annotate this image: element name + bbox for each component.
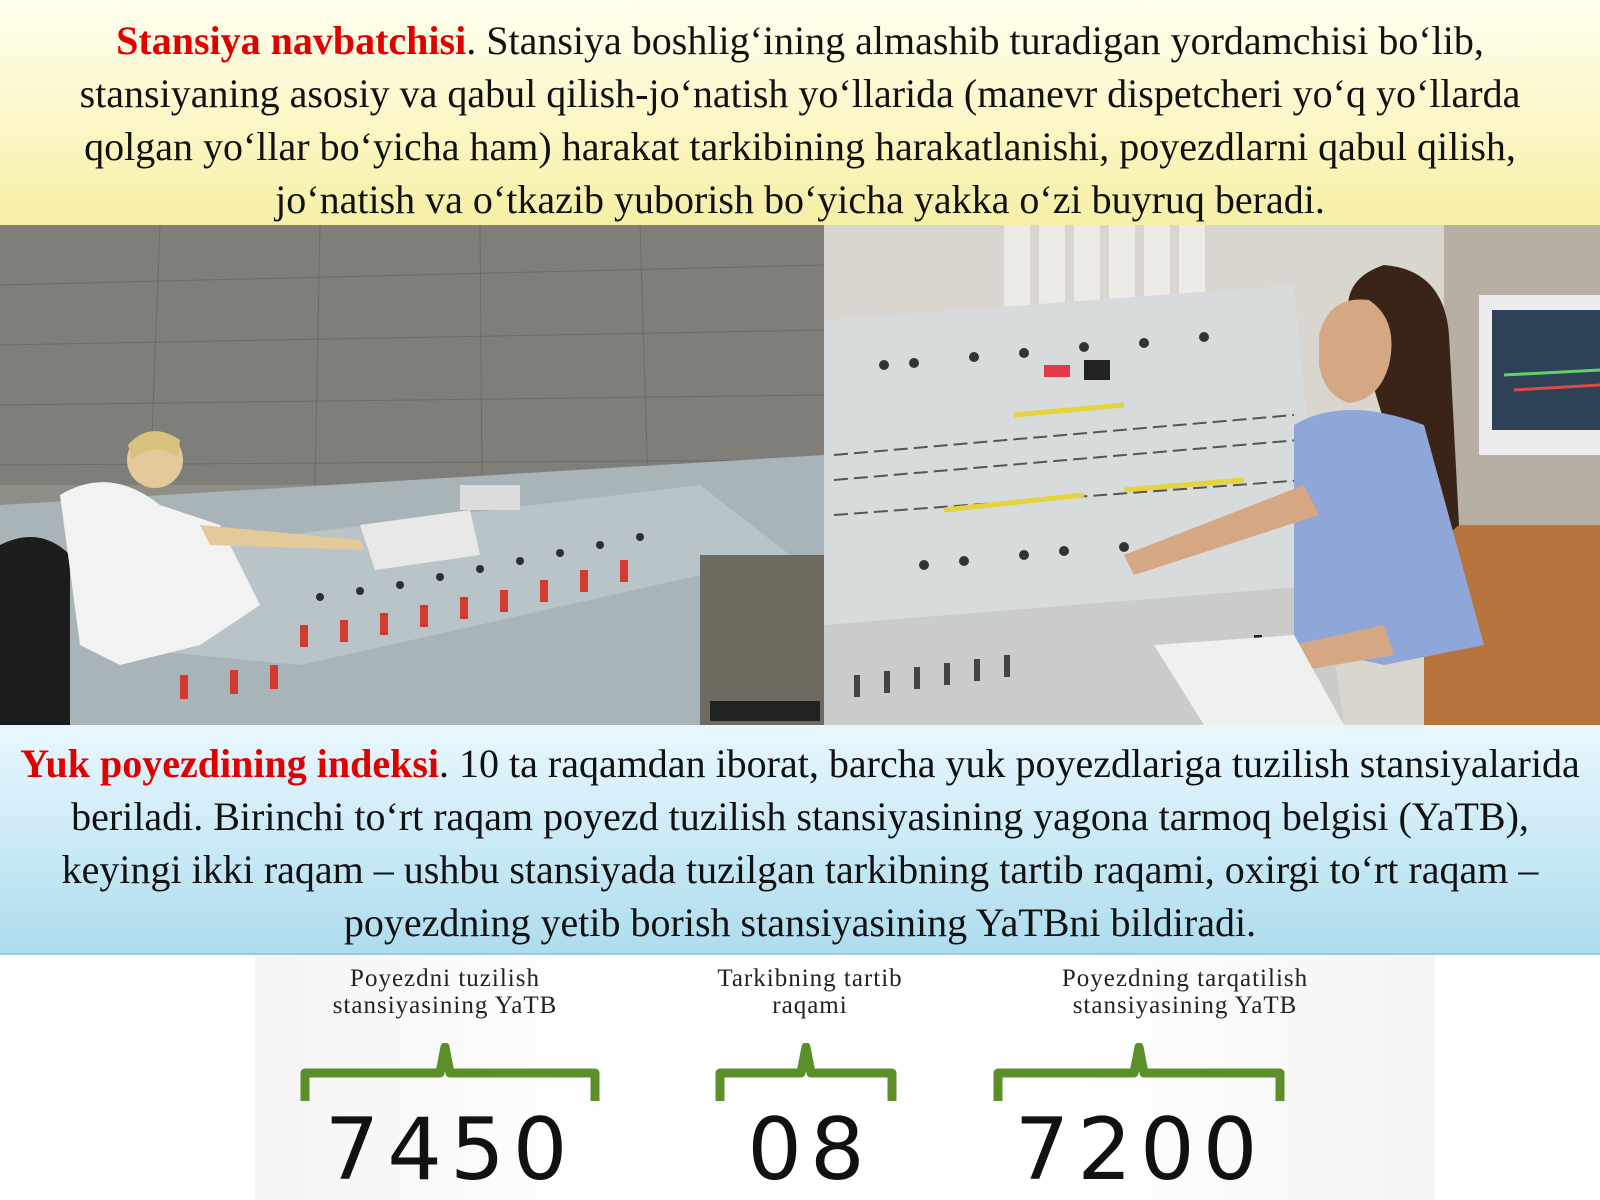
- train-index-diagram: [255, 955, 1435, 1200]
- station-duty-officer-definition: [0, 0, 1600, 225]
- photo-control-desk-operator: [0, 225, 824, 725]
- caption-line: raqami: [772, 992, 848, 1019]
- term-station-duty-officer: Stansiya navbatchisi: [116, 18, 467, 63]
- caption-line: stansiyasining YaTB: [332, 992, 558, 1019]
- caption-serial-number: [685, 965, 935, 1019]
- brace-icon: [300, 1043, 600, 1103]
- caption-destination-station: [1020, 965, 1350, 1019]
- photo-signal-panel-operator: [824, 225, 1600, 725]
- definition-text: . 10 ta raqamdan iborat, barcha yuk poyezdlariga tuzilish stansiyalarida beriladi. Birinchi to‘rt raqam poyezd tuzilish stansiyasining yagona tarmoq belgisi (YaTB), keyingi ikki raqam – ushbu stansiyada tuzilgan tarkibning tartib raqami, oxirgi to‘rt raqam – poyezdning yetib borish stansiyasining YaTBni bildiradi.: [61, 741, 1580, 945]
- photos-row: [0, 225, 1600, 725]
- caption-line: Tarkibning tartib: [717, 965, 903, 992]
- index-part-serial-number: 08: [747, 1100, 873, 1200]
- definition-text: . Stansiya boshlig‘ining almashib turadigan yordamchisi bo‘lib, stansiyaning asosiy va qabul qilish-jo‘natish yo‘llarida (manevr dispetcheri yo‘q yo‘llarda qolgan yo‘llar bo‘yicha ham) harakat tarkibining harakatlanishi, poyezdlarni qabul qilish, jo‘natish va o‘tkazib yuborish bo‘yicha yakka o‘zi buyruq beradi.: [79, 18, 1521, 222]
- caption-formation-station: [295, 965, 595, 1019]
- index-part-formation-station: 7450: [324, 1100, 576, 1200]
- caption-line: stansiyasining YaTB: [1072, 992, 1298, 1019]
- brace-icon: [715, 1043, 897, 1103]
- caption-line: Poyezdning tarqatilish: [1061, 965, 1309, 992]
- freight-train-index-definition: [0, 725, 1600, 955]
- caption-line: Poyezdni tuzilish: [350, 965, 540, 992]
- index-part-destination-station: 7200: [1014, 1100, 1266, 1200]
- brace-icon: [993, 1043, 1285, 1103]
- term-freight-train-index: Yuk poyezdining indeksi: [20, 741, 439, 786]
